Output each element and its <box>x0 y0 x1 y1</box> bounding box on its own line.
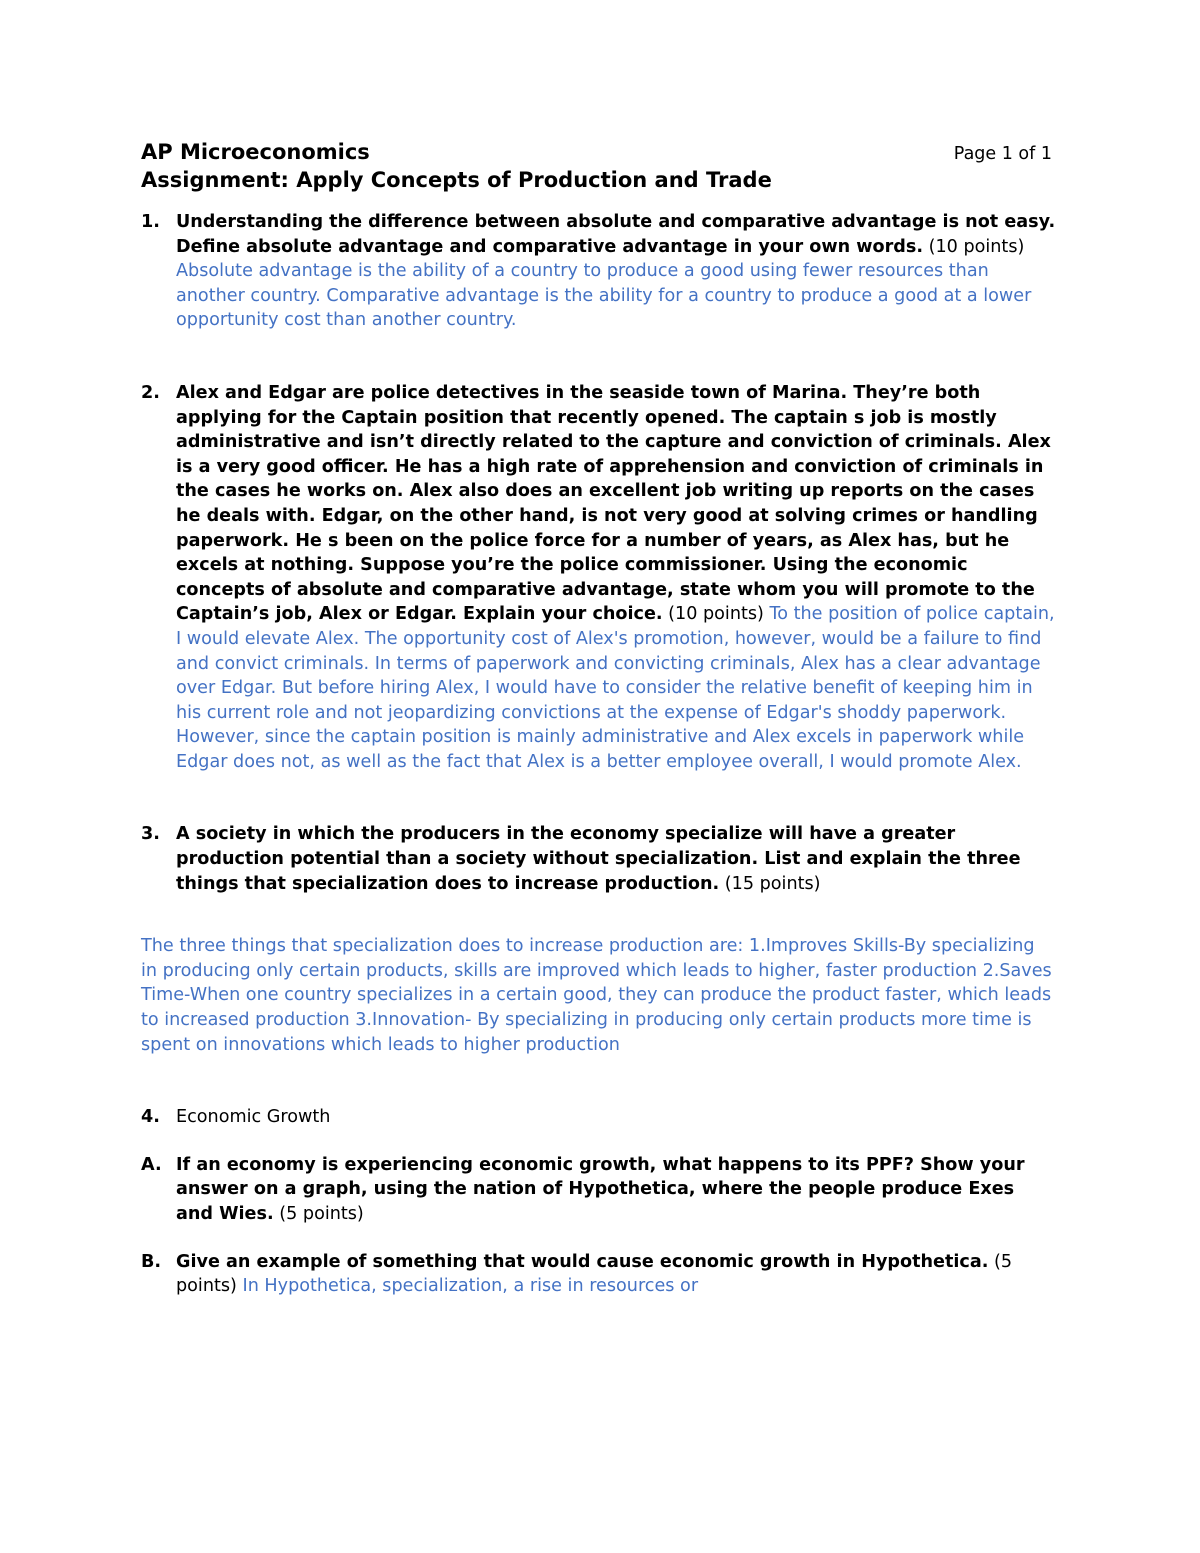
assignment-title: Assignment: Apply Concepts of Production and Trade <box>141 168 772 192</box>
question-prompt: Understanding the difference between absolute and comparative advantage is not easy. Define absolute advantage and comparative advantage in your own words. <box>176 212 1056 257</box>
question-prompt: Alex and Edgar are police detectives in the seaside town of Marina. They’re both applying for the Captain position that recently opened. The captain s job is mostly administrative and isn’t directly related to the capture and conviction of criminals. Alex is a very good officer. He has a high rate of apprehension and conviction of criminals in the cases he works on. Alex also does an excellent job writing up reports on the cases he deals with. Edgar, on the other hand, is not very good at solving crimes or handling paperwork. He s been on the police force for a number of years, as Alex has, but he excels at nothing. Suppose you’re the police commissioner. Using the economic concepts of absolute and comparative advantage, state whom you will promote to the Captain’s job, Alex or Edgar. Explain your choice. <box>176 382 1051 625</box>
question-number: 1. <box>141 212 160 232</box>
question-2 <box>141 381 1056 775</box>
header-row <box>141 140 1056 164</box>
question-body <box>176 210 1056 333</box>
question-points: (10 points) <box>923 236 1025 257</box>
question-prompt: A society in which the producers in the economy specialize will have a greater production potential than a society without specialization. List and explain the three things that specialization does to increase production. <box>176 824 1021 894</box>
subquestion-letter: A. <box>141 1154 162 1175</box>
subquestion-prompt: If an economy is experiencing economic growth, what happens to its PPF? Show your answer on a graph, using the nation of Hypothetica, where the people produce Exes and Wies. <box>176 1154 1025 1224</box>
question-number: 3. <box>141 824 160 845</box>
course-title: AP Microeconomics <box>141 140 370 164</box>
question-body <box>176 381 1056 775</box>
question-body <box>176 822 1056 896</box>
subquestion-prompt: Give an example of something that would cause economic growth in Hypothetica. <box>176 1251 989 1272</box>
subquestion-body <box>176 1153 1056 1227</box>
subquestion-b <box>141 1250 1056 1299</box>
answer-text: To the position of police captain, I would elevate Alex. The opportunity cost of Alex's promotion, however, would be a failure to find and convict criminals. In terms of paperwork and convicting criminals, Alex has a clear advantage over Edgar. But before hiring Alex, I would have to consider the relative benefit of keeping him in his current role and not jeopardizing convictions at the expense of Edgar's shoddy paperwork. However, since the captain position is mainly administrative and Alex excels in paperwork while Edgar does not, as well as the fact that Alex is a better employee overall, I would promote Alex. <box>176 604 1055 772</box>
question-title: Economic Growth <box>176 1107 331 1128</box>
question-4 <box>141 1105 1056 1130</box>
question-number: 2. <box>141 382 160 403</box>
document-content <box>141 140 1056 1299</box>
subquestion-letter: B. <box>141 1251 162 1272</box>
page-indicator: Page 1 of 1 <box>953 144 1052 164</box>
subquestion-body <box>176 1250 1056 1299</box>
question-number: 4. <box>141 1107 160 1128</box>
question-3 <box>141 822 1056 896</box>
answer-text: In Hypothetica, specialization, a rise in resources or <box>236 1276 699 1297</box>
subquestion-a <box>141 1153 1056 1227</box>
answer-paragraph: The three things that specialization does to increase production are: 1.Improves Skills-By specializing in producing only certain products, skills are improved which leads to higher, faster production 2.Saves Time-When one country specializes in a certain good, they can produce the product faster, which leads to increased production 3.Innovation- By specializing in producing only certain products more time is spent on innovations which leads to higher production <box>141 936 1052 1055</box>
question-points: (10 points) <box>662 604 764 625</box>
question-points: (15 points) <box>719 873 821 894</box>
question-1 <box>141 210 1056 333</box>
answer-text: Absolute advantage is the ability of a country to produce a good using fewer resources than another country. Comparative advantage is the ability for a country to produce a good at a lower opportunity cost than another country. <box>176 261 1032 331</box>
subquestion-points: (5 points) <box>176 1251 1013 1297</box>
subquestion-points: (5 points) <box>273 1204 364 1224</box>
